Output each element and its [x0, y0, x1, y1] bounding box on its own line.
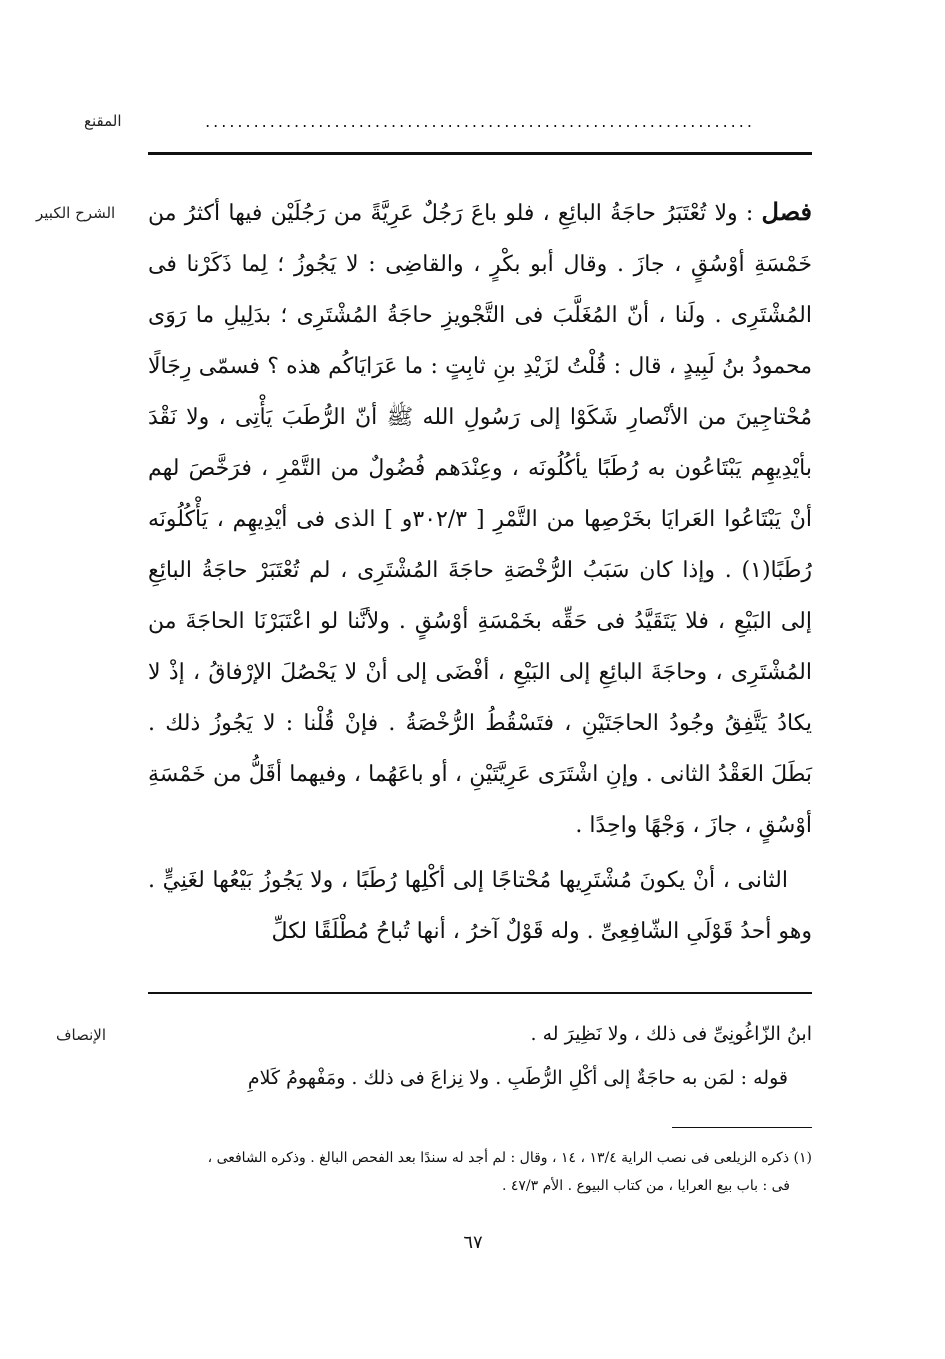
- header-rule: [148, 152, 812, 155]
- sharh-section: [148, 186, 812, 957]
- section-divider: [148, 992, 812, 994]
- page-number: ٦٧: [463, 1232, 483, 1253]
- header-dotted-line: ....................................................................: [205, 112, 755, 128]
- section-label: فصل: [761, 197, 812, 226]
- insaf-line-1: ابنُ الزّاغُونِىِّ فى ذلك ، ولا نَظِيرَ له .: [530, 1023, 812, 1045]
- footnote-line-2: فى : باب بيع العرايا ، من كتاب البيوع . الأم ٤٧/٣ .: [501, 1178, 790, 1194]
- sharh-paragraph-1: [148, 186, 812, 851]
- sharh-paragraph-2: الثانى ، أنْ يكونَ مُشْتَرِيها مُحْتاجًا إلى أكْلِها رُطَبًا ، ولا يَجُوزُ بَيْعُها لغَنِيٍّ . وهو أحدُ قَوْلَىِ الشّافِعِىِّ . وله قَوْلٌ آخرُ ، أنها تُباحُ مُطْلَقًا لكلِّ: [148, 868, 812, 944]
- sharh-paragraph-1-text: : ولا تُعْتَبَرُ حاجَةُ البائِعِ ، فلو باعَ رَجُلٌ عَرِيَّةً من رَجُلَيْن فيها أكثرُ من خَمْسَةِ أوْسُقٍ ، جازَ . وقال أبو بكْرٍ ، والقاضِى : لا يَجُوزُ ؛ لِما ذَكَرْنا فى المُشْتَرِى . ولَنا ، أنّ المُغَلَّبَ فى التَّجْويزِ حاجَةُ المُشْتَرِى ؛ بدَلِيلِ ما رَوَى محمودُ بنُ لَبِيدٍ ، قال : قُلْتُ لزَيْدِ بنِ ثابِتٍ : ما عَرَايَاكُم هذه ؟ فسمّى رِجَالًا مُحْتاجِينَ من الأنْصارِ شَكَوْا إلى رَسُولِ الله ﷺ أنّ الرُّطَبَ يَأْتِى ، ولا نَقْدَ بأيْدِيهِم يَبْتَاعُون به رُطَبًا يأكُلُونَه ، وعِنْدَهم فُضُولٌ من التَّمْرِ ، فرَخَّصَ لهم أنْ يَبْتَاعُوا العَرايَا بخَرْصِها من التَّمْرِ [ ٣٠٢/٣و ] الذى فى أيْدِيهِم ، يَأْكُلُونَه رُطَبًا(١) . وإذا كان سَبَبُ الرُّخْصَةِ حاجَةَ المُشْتَرِى ، لم تُعْتَبَرْ حاجَةُ البائِعِ إلى البَيْعِ ، فلا يَتَقَيَّدُ فى حَقِّه بخَمْسَةِ أوْسُقٍ . ولأنَّنا لو اعْتَبَرْنَا الحاجَةَ من المُشْتَرِى ، وحاجَةَ البائِعِ إلى البَيْعِ ، أفْضَى إلى أنْ لا يَحْصُلَ الإرْفاقُ ، إذْ لا يكادُ يَتَّفِقُ وجُودُ الحاجَتَيْنِ ، فتَسْقُطُ الرُّخْصَةُ . فإنْ قُلْنا : لا يَجُوزُ ذلك . بَطَلَ العَقْدُ الثانى . وإنِ اشْتَرَى عَرِيَّتَيْنِ ، أو باعَهُما ، وفيهما أقَلُّ من خَمْسَةِ أوْسُقٍ ، جازَ ، وَجْهًا واحِدًا .: [148, 201, 812, 838]
- insaf-line-2: قوله : لمَن به حاجَةٌ إلى أكْلِ الرُّطَبِ . ولا نِزاعَ فى ذلك . ومَفْهومُ كَلامِ: [247, 1067, 788, 1089]
- footnote-line-1: (١) ذكره الزيلعى فى نصب الراية ١٣/٤ ، ١٤ ، وقال : لم أجد له سندًا بعد الفحص البالغ . وذكره الشافعى ،: [207, 1150, 812, 1166]
- insaf-section: [148, 1012, 812, 1100]
- book-title: المقنع: [84, 112, 122, 130]
- side-label-insaf: الإنصاف: [56, 1026, 107, 1044]
- side-label-sharh: الشرح الكبير: [36, 204, 116, 222]
- footnotes: [148, 1144, 812, 1200]
- footnote-rule: [672, 1127, 812, 1128]
